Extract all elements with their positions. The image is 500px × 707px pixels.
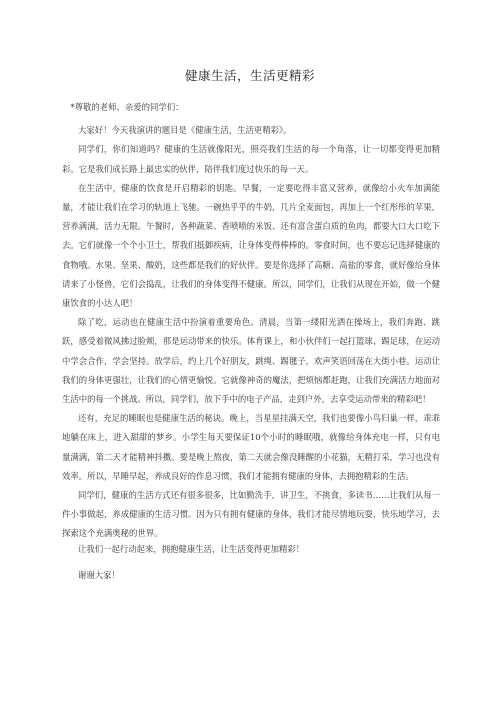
paragraph-habits: 同学们，健康的生活方式还有很多很多，比如勤洗手，讲卫生，不挑食，多读书……让我们从每一件小事做起，养成健康的生活习惯。因为只有拥有健康的身体，我们才能尽情地玩耍，快乐地学习，去探索这个充满奥秘的世界。 [62,490,440,539]
paragraph-greeting: 大家好！今天我演讲的题目是《健康生活，生活更精彩》。 [77,125,292,136]
paragraph-sleep: 还有，充足的睡眠也是健康生活的秘诀。晚上，当星星挂满天空，我们也要像小鸟归巢一样，乖乖地躺在床上，进入甜甜的梦乡。小学生每天要保证10个小时的睡眠哦，就像给身体充电一样，只有电量满满，第二天才能精神抖擞。要是晚上熬夜，第二天就会像没睡醒的小花猫，无精打采，学习也没有效率。所以，早睡早起，养成良好的作息习惯，我们才能拥有健康的身体，去拥抱精彩的生活。 [62,413,440,481]
document-body [62,98,440,585]
document-title: 健康生活，生活更精彩 [184,68,315,83]
salutation: *尊敬的老师、亲爱的同学们： [70,102,184,112]
closing-line: 让我们一起行动起来，拥抱健康生活，让生活变得更加精彩！ [77,543,305,554]
paragraph-exercise: 除了吃，运动也在健康生活中扮演着重要角色。清晨，当第一缕阳光洒在操场上，我们奔跑、跳跃，感受着微风拂过脸颊，那是运动带来的快乐。体育课上，和小伙伴们一起打篮球、踢足球，在运动中学会合作，学会坚持。放学后，约上几个好朋友，跳绳、踢毽子，欢声笑语回荡在大街小巷。运动让我们的身体更强壮，让我们的心情更愉悦。它就像神奇的魔法，把烦恼都赶跑，让我们充满活力地面对生活中的每一个挑战。所以，同学们，放下手中的电子产品，走到户外，去享受运动带来的精彩吧！ [62,317,440,405]
thanks-line: 谢谢大家！ [77,569,120,580]
paragraph-diet: 在生活中，健康的饮食是开启精彩的钥匙。早餐，一定要吃得丰富又营养，就像给小火车加满能量，才能让我们在学习的轨道上飞驰。一碗热乎乎的牛奶，几片全麦面包，再加上一个红彤彤的苹果，营养满满，活力无限。午餐时，各种蔬菜、香喷喷的米饭、还有富含蛋白质的鱼肉，都要大口大口吃下去。它们就像一个个小卫士，帮我们抵御疾病，让身体变得棒棒的。零食时间，也不要忘记选择健康的食物哦。水果、坚果、酸奶，这些都是我们的好伙伴。要是你选择了高糖、高盐的零食，就好像给身体请来了小怪兽，它们会捣乱，让我们的身体变得不健康。所以，同学们，让我们从现在开始，做一个健康饮食的小达人吧！ [62,182,440,309]
paragraph-intro: 同学们，你们知道吗？健康的生活就像阳光，照亮我们生活的每一个角落，让一切都变得更加精彩。它是我们成长路上最忠实的伙伴，陪伴我们度过快乐的每一天。 [62,144,440,174]
